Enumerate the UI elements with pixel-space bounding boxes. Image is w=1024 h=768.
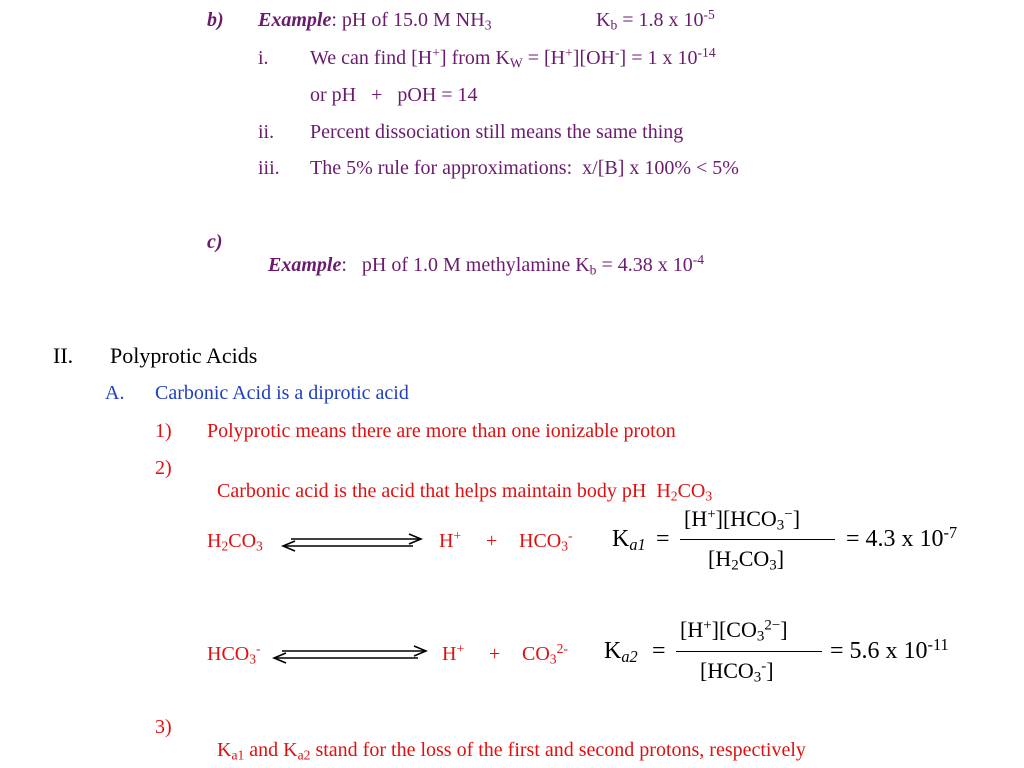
item-1-text: Polyprotic means there are more than one ionizable proton — [207, 420, 676, 442]
item-iii-text: The 5% rule for approximations: x/[B] x 100% < 5% — [310, 157, 739, 179]
equilibrium-arrows-1 — [281, 533, 423, 553]
reaction-2-plus: + — [489, 643, 501, 665]
equilibrium-arrows-2 — [272, 645, 428, 665]
equation-2-denominator: $[HCO_3^-]$ — [700, 658, 774, 686]
section-b-marker: b) — [207, 9, 224, 31]
reaction-1-plus: + — [486, 530, 498, 552]
item-3-number: 3) — [155, 716, 172, 738]
equation-2-numerator: $[H^+][CO_3^{2-}]$ — [680, 617, 788, 645]
equation-1-equals: = — [656, 526, 670, 552]
section-ii-numeral: II. — [53, 343, 74, 368]
reaction-2-product-h: H+ — [442, 641, 465, 665]
item-iii-number: iii. — [258, 157, 280, 179]
reaction-1-product-h: H+ — [439, 528, 462, 552]
section-c-marker: c) — [207, 231, 223, 253]
example-label: Example — [268, 254, 342, 276]
example-label: Example — [258, 9, 332, 31]
equation-2-k: $K_{a2}$ — [604, 638, 638, 667]
equation-1-k: $K_{a1}$ — [612, 526, 646, 555]
item-i-number: i. — [258, 47, 269, 69]
item-ii-text: Percent dissociation still means the same thing — [310, 121, 684, 143]
equation-1-fraction-bar — [680, 539, 835, 540]
reaction-2-product-co3: $CO_3^{2-}$ — [522, 641, 568, 667]
equation-1-numerator: $[H^+][HCO_3^-]$ — [684, 506, 801, 534]
subsection-a-text: Carbonic Acid is a diprotic acid — [155, 382, 409, 404]
reaction-2-reactant: $HCO_3^-$ — [207, 641, 261, 667]
item-1-number: 1) — [155, 420, 172, 442]
section-b-kb: $K_b = 1.8$ x $10^{-5}$ — [596, 7, 715, 33]
section-c-heading: Example: pH of 1.0 M methylamine $K_b = 4.38$ x $10^{-4}$ — [268, 252, 705, 278]
equation-1-result: = 4.3 x $10^{-7}$ — [846, 522, 958, 552]
reaction-1-reactant: $H_2CO_3$ — [207, 530, 263, 554]
equation-2-fraction-bar — [676, 651, 822, 652]
section-ii-title: Polyprotic Acids — [110, 343, 258, 368]
equation-2-equals: = — [652, 638, 666, 664]
equation-1-denominator: $[H_2CO_3]$ — [708, 546, 785, 574]
reaction-1-product-hco3: $HCO_3^-$ — [519, 528, 573, 554]
subsection-a-marker: A. — [105, 382, 125, 404]
section-b-heading: Example: pH of 15.0 M $NH_3$ — [258, 9, 492, 33]
item-i-text: We can find [H+] from $K_W = [H^+][OH^-] = 1$ x $10^{-14}$ — [310, 45, 716, 71]
item-3-text: $K_{a1}$ and $K_{a2}$ stand for the loss of the first and second protons, respectively — [217, 739, 806, 763]
item-ii-number: ii. — [258, 121, 275, 143]
equation-2-result: = 5.6 x $10^{-11}$ — [830, 634, 949, 664]
item-2-text: Carbonic acid is the acid that helps maintain body pH $H_2CO_3$ — [217, 480, 713, 504]
item-2-number: 2) — [155, 457, 172, 479]
item-i-continuation: or pH + pOH = 14 — [310, 84, 478, 106]
